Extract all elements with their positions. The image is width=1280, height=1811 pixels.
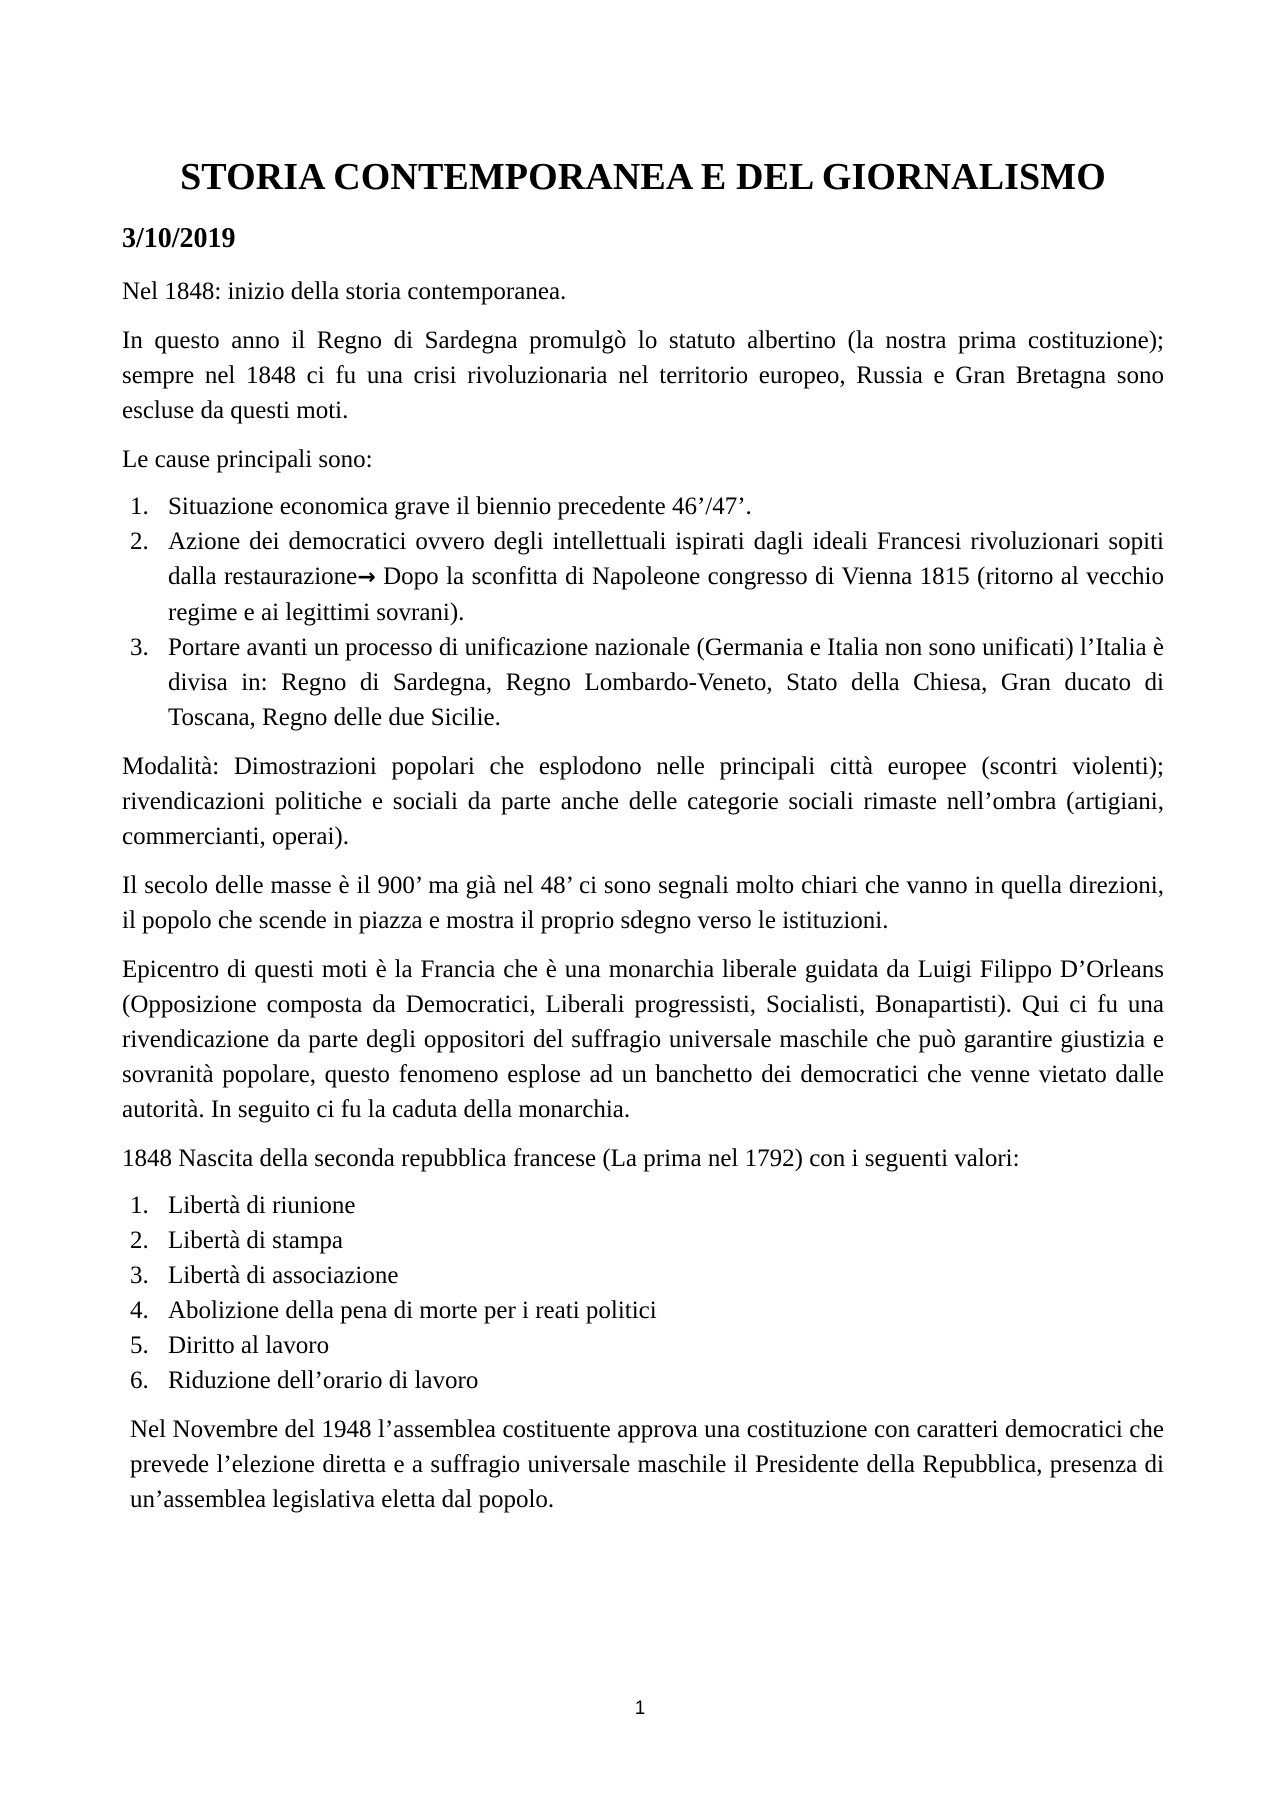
document-body (122, 150, 1164, 1517)
list-item-text: Situazione economica grave il biennio precedente 46’/47’. (168, 493, 752, 520)
list-item-text: Azione dei democratici ovvero degli intellettuali ispirati dagli ideali Francesi rivoluzionari sopiti dalla restaurazione (168, 528, 1164, 590)
list-item (122, 1328, 1164, 1363)
paragraph-modalita: Modalità: Dimostrazioni popolari che esplodono nelle principali città europee (scontri violenti); rivendicazioni politiche e sociali da parte anche delle categorie sociali rimaste nell’ombra (artigiani, commercianti, operai). (122, 753, 1164, 850)
list-number: 5. (130, 1332, 149, 1359)
paragraph-francia: Epicentro di questi moti è la Francia che è una monarchia liberale guidata da Luigi Filippo D’Orleans (Opposizione composta da Democratici, Liberali progressisti, Socialisti, Bonapartisti). Qui ci fu una rivendicazione da parte degli oppositori del suffragio universale maschile che può garantire giustizia e sovranità popolare, questo fenomeno esplose ad un banchetto dei democratici che venne vietato dalle autorità. In seguito ci fu la caduta della monarchia. (122, 956, 1164, 1123)
causes-list (122, 489, 1164, 735)
paragraph-intro: Nel 1848: inizio della storia contemporanea. (122, 278, 567, 305)
page-number: 1 (634, 1698, 646, 1719)
list-number: 1. (130, 1192, 149, 1219)
list-number: 3. (130, 634, 149, 661)
list-item (122, 489, 1164, 524)
paragraph-causes-heading: Le cause principali sono: (122, 446, 373, 473)
list-item-text: Portare avanti un processo di unificazione nazionale (Germania e Italia non sono unificati) l’Italia è divisa in: Regno di Sardegna, Regno Lombardo-Veneto, Stato della Chiesa, Gran ducato di Toscana, Regno delle due Sicilie. (168, 634, 1164, 731)
list-item (122, 630, 1164, 735)
list-number: 4. (130, 1297, 149, 1324)
values-list (122, 1188, 1164, 1398)
list-item (122, 1258, 1164, 1293)
paragraph-costituzione: Nel Novembre del 1948 l’assemblea costituente approva una costituzione con caratteri democratici che prevede l’elezione diretta e a suffragio universale maschile il Presidente della Repubblica, presenza di un’assemblea legislativa eletta dal popolo. (130, 1416, 1164, 1513)
list-item-text: Riduzione dell’orario di lavoro (168, 1367, 479, 1394)
list-item (122, 1293, 1164, 1328)
list-number: 3. (130, 1262, 149, 1289)
paragraph-masse: Il secolo delle masse è il 900’ ma già nel 48’ ci sono segnali molto chiari che vanno in quella direzioni, il popolo che scende in piazza e mostra il proprio sdegno verso le istituzioni. (122, 872, 1164, 934)
list-item-text: Abolizione della pena di morte per i reati politici (168, 1297, 657, 1324)
list-number: 2. (130, 528, 149, 555)
list-item-text: Libertà di stampa (168, 1227, 343, 1254)
document-title: STORIA CONTEMPORANEA E DEL GIORNALISMO (180, 156, 1106, 198)
list-item (122, 1223, 1164, 1258)
list-item (122, 1363, 1164, 1398)
paragraph-seconda-repubblica: 1848 Nascita della seconda repubblica francese (La prima nel 1792) con i seguenti valori: (122, 1145, 1020, 1172)
list-item (122, 524, 1164, 630)
list-number: 2. (130, 1227, 149, 1254)
arrow-right-icon: → (357, 565, 376, 590)
list-number: 6. (130, 1367, 149, 1394)
list-item-text: Libertà di associazione (168, 1262, 399, 1289)
list-item-text-continued: Dopo la sconfitta di Napoleone congresso di Vienna 1815 (ritorno al vecchio regime e ai legittimi sovrani). (168, 563, 1164, 626)
list-item (122, 1188, 1164, 1223)
paragraph-statuto: In questo anno il Regno di Sardegna promulgò lo statuto albertino (la nostra prima costituzione); sempre nel 1848 ci fu una crisi rivoluzionaria nel territorio europeo, Russia e Gran Bretagna sono escluse da questi moti. (122, 327, 1164, 424)
list-number: 1. (130, 493, 149, 520)
list-item-text: Diritto al lavoro (168, 1332, 330, 1359)
lecture-date: 3/10/2019 (122, 223, 236, 254)
list-item-text: Libertà di riunione (168, 1192, 356, 1219)
